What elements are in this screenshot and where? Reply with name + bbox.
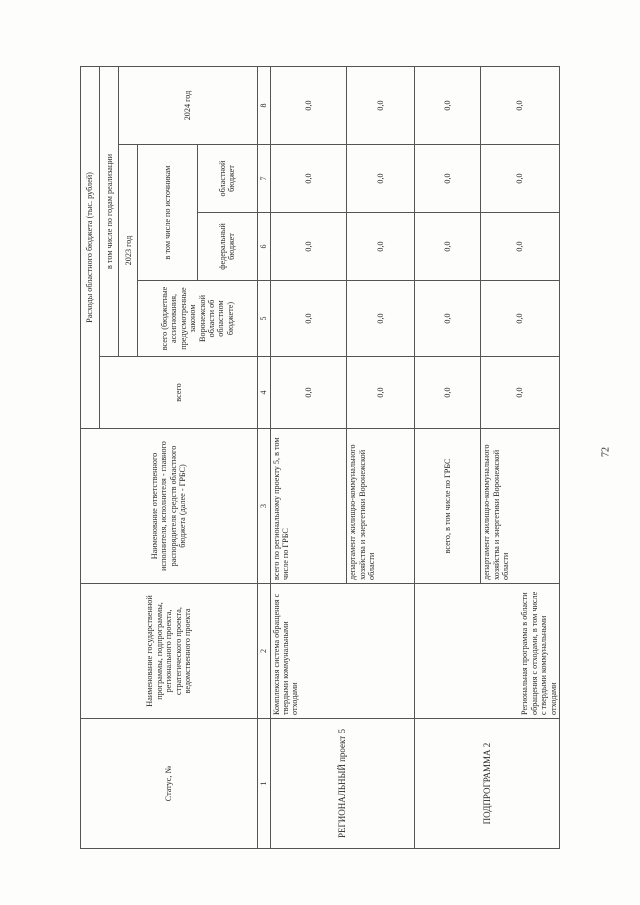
header-by-years: в том числе по годам реализации [100, 66, 119, 356]
status-cell: ПОДПРОГРАММА 2 [415, 719, 560, 849]
header-total: всего [100, 357, 257, 429]
header-federal: федеральный бюджет [198, 213, 258, 281]
value-cell: 0,0 [270, 145, 347, 213]
executor-cell: всего, в том числе по ГРБС [415, 429, 481, 584]
column-number: 2 [257, 584, 270, 719]
value-cell: 0,0 [415, 281, 481, 357]
table-row [270, 66, 347, 848]
header-year-2024: 2024 год [119, 66, 257, 144]
value-cell: 0,0 [481, 66, 560, 144]
value-cell: 0,0 [270, 213, 347, 281]
value-cell: 0,0 [347, 281, 415, 357]
column-numbers-row [257, 66, 270, 848]
header-expenses: Расходы областного бюджета (тыс. рублей) [81, 66, 100, 428]
column-number: 3 [257, 429, 270, 584]
value-cell: 0,0 [415, 213, 481, 281]
budget-table-page [80, 67, 560, 849]
status-cell: РЕГИОНАЛЬНЫЙ проект 5 [270, 719, 415, 849]
table-row [415, 66, 481, 848]
header-year-2023: 2023 год [119, 145, 138, 357]
column-number: 4 [257, 357, 270, 429]
name-cell: Региональная программа в области обращения с отходами, в том числе с твердыми коммунальными отходами [415, 584, 560, 719]
column-number: 5 [257, 281, 270, 357]
column-number: 1 [257, 719, 270, 849]
executor-cell: департамент жилищно-коммунального хозяйства и энергетики Воронежской области [481, 429, 560, 584]
value-cell: 0,0 [270, 281, 347, 357]
value-cell: 0,0 [347, 213, 415, 281]
budget-table [80, 66, 560, 849]
column-number: 7 [257, 145, 270, 213]
header-status: Статус, № [81, 719, 258, 849]
header-row-1 [81, 66, 100, 848]
value-cell: 0,0 [347, 66, 415, 144]
page-number: 72 [600, 447, 612, 457]
value-cell: 0,0 [270, 357, 347, 429]
value-cell: 0,0 [415, 145, 481, 213]
value-cell: 0,0 [415, 357, 481, 429]
header-regional: областной бюджет [198, 145, 258, 213]
header-executor: Наименование ответственного исполнителя, исполнителя - главного распорядителя средств областного бюджета (далее - ГРБС) [81, 429, 258, 584]
name-cell: Комплексная система обращения с твердыми коммунальными отходами [270, 584, 415, 719]
header-total-law: всего (бюджетные ассигнования, предусмотренные законом Воронежской области об областном бюджете) [138, 281, 257, 357]
value-cell: 0,0 [347, 357, 415, 429]
value-cell: 0,0 [347, 145, 415, 213]
header-by-sources: в том числе по источникам [138, 145, 198, 281]
header-name: Наименование государственной программы, подпрограммы, регионального проекта, стратегического проекта, ведомственного проекта [81, 584, 258, 719]
value-cell: 0,0 [415, 66, 481, 144]
executor-cell: департамент жилищно-коммунального хозяйства и энергетики Воронежской области [347, 429, 415, 584]
value-cell: 0,0 [481, 281, 560, 357]
value-cell: 0,0 [481, 357, 560, 429]
executor-cell: всего по региональному проекту 5, в том числе по ГРБС [270, 429, 347, 584]
value-cell: 0,0 [481, 213, 560, 281]
value-cell: 0,0 [481, 145, 560, 213]
column-number: 8 [257, 66, 270, 144]
column-number: 6 [257, 213, 270, 281]
value-cell: 0,0 [270, 66, 347, 144]
